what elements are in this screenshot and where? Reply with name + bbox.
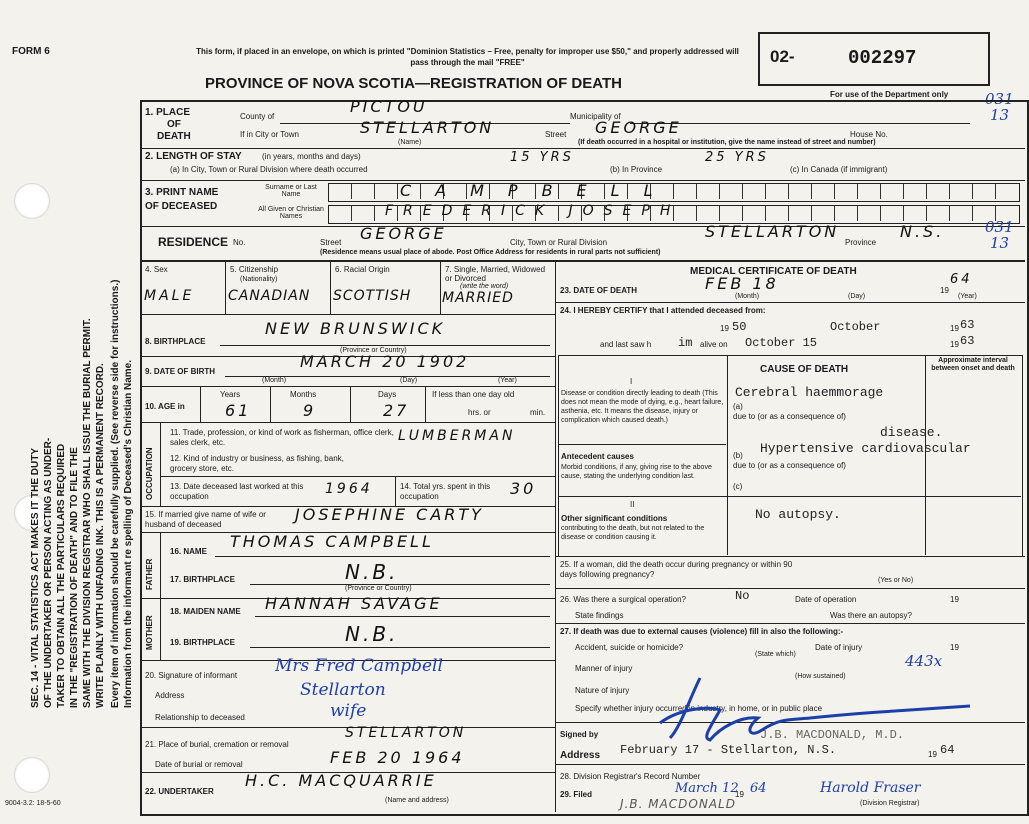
- name-hint: (Name): [398, 139, 422, 146]
- md-year: 64: [940, 743, 955, 757]
- birthplace-hint: (Province or Country): [340, 347, 407, 354]
- q13-label: 13. Date deceased last worked at this occupation: [170, 482, 304, 501]
- letter-cell: [719, 206, 720, 221]
- antecedent-title: Antecedent causes: [561, 452, 634, 461]
- burial-place-label: 21. Place of burial, cremation or removal: [145, 740, 289, 749]
- print-name-label: 3. PRINT NAME OF DECEASED: [145, 187, 219, 212]
- autopsy-label: Was there an autopsy?: [830, 611, 912, 620]
- registrar-signature: Harold Fraser: [820, 780, 921, 796]
- occupation-side: OCCUPATION: [145, 447, 154, 500]
- letter-cell: [742, 206, 743, 221]
- hrs-label: hrs. or: [468, 408, 491, 417]
- side-instruction-8: Information from the informant re spelling of Deceased's Christian Name.: [123, 360, 134, 708]
- other-title: Other significant conditions: [561, 514, 668, 523]
- letter-cell: [972, 206, 973, 221]
- letter-cell: [374, 206, 375, 221]
- page-title: PROVINCE OF NOVA SCOTIA—REGISTRATION OF DEATH: [205, 75, 622, 92]
- informant-rel-label: Relationship to deceased: [155, 713, 245, 722]
- from-year: 50: [732, 320, 747, 334]
- injury-19: 19: [950, 643, 959, 652]
- residence-street-label: Street: [320, 238, 342, 247]
- q24-label: 24. I HEREBY CERTIFY that I attended deceased from:: [560, 306, 766, 315]
- date-operation-label: Date of operation: [795, 595, 857, 604]
- marital-value: MARRIED: [442, 290, 514, 306]
- manner-label: Manner of injury: [575, 664, 633, 673]
- cause-b-value: Hypertensive cardiovascular: [760, 441, 971, 456]
- citizenship-hint: (Nationality): [240, 276, 278, 283]
- months-label: Months: [290, 390, 317, 399]
- sex-value: MALE: [144, 288, 195, 304]
- marital-label: 7. Single, Married, Widowed or Divorced: [445, 265, 546, 283]
- q29-label: 29. Filed: [560, 790, 593, 799]
- q23-value: FEB 18: [705, 274, 779, 293]
- letter-cell: [972, 184, 973, 199]
- undertaker-value: H.C. MACQUARRIE: [245, 771, 437, 790]
- county-label: County of: [240, 112, 275, 121]
- letter-cell: [949, 206, 950, 221]
- marital-hint: (write the word): [460, 283, 509, 290]
- dob-month-hint: (Month): [262, 377, 287, 384]
- to-year: 63: [960, 318, 975, 332]
- from-month: October: [830, 320, 881, 334]
- roman-one: I: [630, 377, 633, 386]
- mail-notice: This form, if placed in an envelope, on which is printed "Dominion Statistics – Free, penalty for improper use $50," and properly addressed will pass through the mail "FREE": [196, 47, 739, 67]
- how-hint: (How sustained): [795, 673, 846, 680]
- residence-note: (Residence means usual place of abode. Post Office Address for residents in rural parts not sufficient): [320, 249, 661, 256]
- father-bp-hint: (Province or Country): [345, 585, 412, 592]
- letter-cell: [788, 206, 789, 221]
- q23-label: 23. DATE OF DEATH: [560, 286, 638, 295]
- registrar-hint: (Division Registrar): [860, 800, 920, 807]
- residence-province-label: Province: [845, 238, 877, 247]
- cause-title: CAUSE OF DEATH: [760, 364, 849, 375]
- stay-label: 2. LENGTH OF STAY: [145, 151, 242, 162]
- letter-cell: [696, 206, 697, 221]
- years-label: Years: [220, 390, 241, 399]
- q11-value: LUMBERMAN: [398, 428, 516, 444]
- sex-label: 4. Sex: [145, 265, 168, 274]
- q23-19: 19: [940, 286, 949, 295]
- letter-cell: [903, 184, 904, 199]
- months-value: 9: [303, 401, 317, 420]
- mother-bp-label: 19. BIRTHPLACE: [170, 638, 235, 647]
- residence-city-label: City, Town or Rural Division: [510, 238, 608, 247]
- findings-label: State findings: [575, 611, 624, 620]
- mother-bp-value: N.B.: [345, 622, 399, 646]
- given-value: FREDERICK JOSEPH: [385, 203, 681, 219]
- informant-rel-value: wife: [330, 701, 367, 721]
- side-instruction-1: SEC. 14 - VITAL STATISTICS ACT MAKES IT THE DUTY: [30, 447, 41, 708]
- dob-year-hint: (Year): [498, 377, 517, 384]
- yes-no-hint: (Yes or No): [878, 577, 914, 584]
- hospital-note: (If death occurred in a hospital or institution, give the name instead of street and number): [578, 139, 876, 146]
- letter-cell: [765, 206, 766, 221]
- reg-prefix: 02-: [770, 47, 795, 66]
- days-value: 27: [383, 401, 410, 420]
- q23-year-hint: (Year): [958, 293, 977, 300]
- last-year: 63: [960, 334, 975, 348]
- dept-use-label: For use of the Department only: [830, 90, 949, 99]
- informant-sig-label: 20. Signature of informant: [145, 671, 238, 680]
- informant-addr-value: Stellarton: [300, 680, 386, 700]
- last-19: 19: [950, 340, 959, 349]
- city-label: If in City or Town: [240, 130, 299, 139]
- q13-value: 1964: [325, 481, 373, 497]
- letter-cell: [811, 184, 812, 199]
- q12-label: 12. Kind of industry or business, as fishing, bank, grocery store, etc.: [170, 454, 344, 473]
- street-value: GEORGE: [595, 118, 682, 137]
- code-443: 443x: [905, 652, 943, 670]
- min-label: min.: [530, 408, 546, 417]
- letter-cell: [742, 184, 743, 199]
- residence-street: GEORGE: [360, 224, 447, 243]
- form-number: FORM 6: [12, 46, 50, 57]
- given-label: All Given or Christian Names: [258, 206, 324, 220]
- undertaker-label: 22. UNDERTAKER: [145, 787, 214, 796]
- letter-cell: [397, 184, 398, 199]
- roman-two: II: [630, 500, 635, 509]
- less-than-day-label: If less than one day old: [432, 390, 515, 399]
- dept-code-d: 13: [990, 234, 1010, 252]
- citizenship-label: 5. Citizenship: [230, 265, 279, 274]
- letter-cell: [926, 206, 927, 221]
- q28-label: 28. Division Registrar's Record Number: [560, 772, 701, 781]
- stay-a-label: (a) In City, Town or Rural Division where death occurred: [170, 165, 368, 174]
- citizenship-value: CANADIAN: [228, 288, 311, 304]
- signed-value: J.B. MACDONALD, M.D.: [760, 728, 905, 742]
- registration-number-box: [758, 32, 990, 86]
- residence-no-label: No.: [233, 238, 246, 247]
- side-instruction-3: TAKER TO OBTAIN ALL THE PARTICULARS REQUIRED: [56, 443, 67, 708]
- reg-number: 002297: [848, 47, 917, 69]
- letter-cell: [834, 206, 835, 221]
- letter-cell: [834, 184, 835, 199]
- letter-cell: [351, 184, 352, 199]
- md-19: 19: [928, 750, 937, 759]
- dept-code-b: 13: [990, 106, 1010, 124]
- side-instruction-4: IN THE "REGISTRATION OF DEATH" AND TO FILE THE: [69, 447, 80, 708]
- cause-b-label: (b): [733, 451, 743, 460]
- surname-label: Surname or Last Name: [265, 184, 317, 198]
- alive-on-label: alive on: [700, 340, 728, 349]
- specify-label: Specify whether injury occurred in industry, in home, or in public place: [575, 704, 823, 713]
- dob-value: MARCH 20 1902: [300, 352, 470, 371]
- letter-cell: [995, 184, 996, 199]
- spouse-value: JOSEPHINE CARTY: [295, 505, 484, 524]
- medical-title: MEDICAL CERTIFICATE OF DEATH: [690, 266, 857, 277]
- letter-cell: [374, 184, 375, 199]
- mother-name-label: 18. MAIDEN NAME: [170, 607, 241, 616]
- spouse-label: 15. If married give name of wife or husband of deceased: [145, 510, 266, 529]
- stamp-name: J.B. MACDONALD: [620, 797, 736, 811]
- side-instruction-7: Every item of information should be carefully supplied. (See reverse side for instructions.): [110, 279, 121, 708]
- form-code: 9004-3.2: 18-5-60: [5, 800, 61, 807]
- letter-cell: [857, 184, 858, 199]
- dob-label: 9. DATE OF BIRTH: [145, 367, 216, 376]
- city-value: STELLARTON: [360, 118, 495, 137]
- informant-addr-label: Address: [155, 691, 185, 700]
- residence-label: RESIDENCE: [158, 235, 229, 249]
- stay-b-value: 25 YRS: [705, 150, 769, 165]
- birthplace-label: 8. BIRTHPLACE: [145, 337, 206, 346]
- letter-cell: [903, 206, 904, 221]
- stay-hint: (in years, months and days): [262, 152, 361, 161]
- letter-cell: [765, 184, 766, 199]
- stay-a-value: 15 YRS: [510, 150, 574, 165]
- cause-c-label: (c): [733, 482, 743, 491]
- burial-date-value: FEB 20 1964: [330, 748, 465, 767]
- accident-label: Accident, suicide or homicide?: [575, 643, 684, 652]
- residence-city: STELLARTON: [705, 222, 840, 241]
- letter-cell: [696, 184, 697, 199]
- letter-cell: [949, 184, 950, 199]
- days-label: Days: [378, 390, 397, 399]
- filed-date: March 12: [675, 781, 739, 796]
- birthplace-value: NEW BRUNSWICK: [265, 319, 446, 338]
- q23-day-hint: (Day): [848, 293, 866, 300]
- state-which-hint: (State which): [755, 651, 796, 658]
- burial-date-label: Date of burial or removal: [155, 760, 243, 769]
- street-label: Street: [545, 130, 567, 139]
- last-saw-label: and last saw h: [600, 340, 652, 349]
- residence-province: N.S.: [900, 222, 945, 241]
- mother-name-value: HANNAH SAVAGE: [265, 594, 443, 613]
- racial-label: 6. Racial Origin: [335, 265, 390, 274]
- due-to-a: due to (or as a consequence of): [733, 412, 846, 421]
- letter-cell: [811, 206, 812, 221]
- municipality-label: Municipality of: [570, 112, 621, 121]
- letter-cell: [719, 184, 720, 199]
- letter-cell: [880, 206, 881, 221]
- q26-value: No: [735, 589, 750, 603]
- q11-label: 11. Trade, profession, or kind of work as fisherman, office clerk, sales clerk, etc.: [170, 428, 394, 447]
- father-name-label: 16. NAME: [170, 547, 207, 556]
- burial-place-value: STELLARTON: [345, 725, 467, 741]
- interval-label: Approximate interval between onset and death: [931, 357, 1015, 372]
- dept-code-c: 031: [985, 218, 1014, 236]
- punch-hole-top: [14, 183, 50, 219]
- undertaker-hint: (Name and address): [385, 797, 449, 804]
- disease-text: Disease or condition directly leading to death (This does not mean the mode of dying, e.g., heart failure, asthenia, etc. It means the disease, injury or complication which caused death.): [561, 390, 724, 424]
- dept-code-a: 031: [985, 90, 1014, 108]
- cause-a-label: (a): [733, 402, 743, 411]
- other-text: contributing to the death, but not related to the disease or condition causing it.: [561, 525, 705, 541]
- md-address-label: Address: [560, 750, 601, 761]
- dob-day-hint: (Day): [400, 377, 418, 384]
- last-saw-pronoun: im: [678, 336, 693, 350]
- years-value: 61: [225, 401, 252, 420]
- father-side: FATHER: [145, 558, 154, 590]
- father-bp-label: 17. BIRTHPLACE: [170, 575, 235, 584]
- to-19: 19: [950, 324, 959, 333]
- place-label: 1. PLACE OF DEATH: [145, 107, 191, 142]
- q14-label: 14. Total yrs. spent in this occupation: [400, 482, 491, 501]
- q14-value: 30: [510, 479, 537, 498]
- side-instruction-5: SAME WITH THE DIVISION REGISTRAR WHO SHALL ISSUE THE BURIAL PERMIT.: [82, 318, 93, 708]
- side-instruction-6: WRITE PLAINLY WITH UNFADING INK. THIS IS A PERMANENT RECORD.: [95, 363, 106, 708]
- mother-side: MOTHER: [145, 615, 154, 650]
- other-value: No autopsy.: [755, 507, 841, 522]
- letter-cell: [926, 184, 927, 199]
- surname-value: CAMPBELL: [400, 181, 677, 200]
- letter-cell: [857, 206, 858, 221]
- stay-c-label: (c) In Canada (if immigrant): [790, 165, 888, 174]
- cause-b-pre: disease.: [880, 425, 943, 440]
- side-instruction-2: OF THE UNDERTAKER OR PERSON ACTING AS UNDER-: [43, 437, 54, 708]
- punch-hole-bottom: [14, 757, 50, 793]
- q27-label: 27. If death was due to external causes (violence) fill in also the following:-: [560, 627, 844, 636]
- signed-label: Signed by: [560, 730, 599, 739]
- stay-b-label: (b) In Province: [610, 165, 663, 174]
- racial-value: SCOTTISH: [333, 288, 412, 304]
- letter-cell: [351, 206, 352, 221]
- q23-month-hint: (Month): [735, 293, 760, 300]
- filed-19: 19: [735, 790, 744, 799]
- father-bp-value: N.B.: [345, 560, 399, 584]
- physician-signature-scrawl: [640, 668, 1010, 748]
- cause-a-value: Cerebral haemmorage: [735, 385, 884, 400]
- from-19: 19: [720, 324, 729, 333]
- filed-year: 64: [750, 781, 767, 796]
- house-label: House No.: [850, 130, 888, 139]
- letter-cell: [788, 184, 789, 199]
- letter-cell: [880, 184, 881, 199]
- md-address-value: February 17 - Stellarton, N.S.: [620, 743, 837, 757]
- op-19: 19: [950, 595, 959, 604]
- date-injury-label: Date of injury: [815, 643, 863, 652]
- father-name-value: THOMAS CAMPBELL: [230, 532, 434, 551]
- nature-label: Nature of injury: [575, 686, 630, 695]
- q23-year: 64: [950, 272, 973, 287]
- q26-label: 26. Was there a surgical operation?: [560, 595, 686, 604]
- informant-sig-value: Mrs Fred Campbell: [275, 656, 443, 676]
- due-to-b: due to (or as a consequence of): [733, 461, 846, 470]
- antecedent-text: Morbid conditions, if any, giving rise to the above cause, stating the underlying condition last.: [561, 464, 712, 480]
- q25-label: 25. If a woman, did the death occur during pregnancy or within 90 days following pregnancy?: [560, 560, 793, 579]
- age-label: 10. AGE in: [145, 402, 185, 411]
- last-saw-date: October 15: [745, 336, 818, 350]
- county-value: PICTOU: [350, 97, 428, 116]
